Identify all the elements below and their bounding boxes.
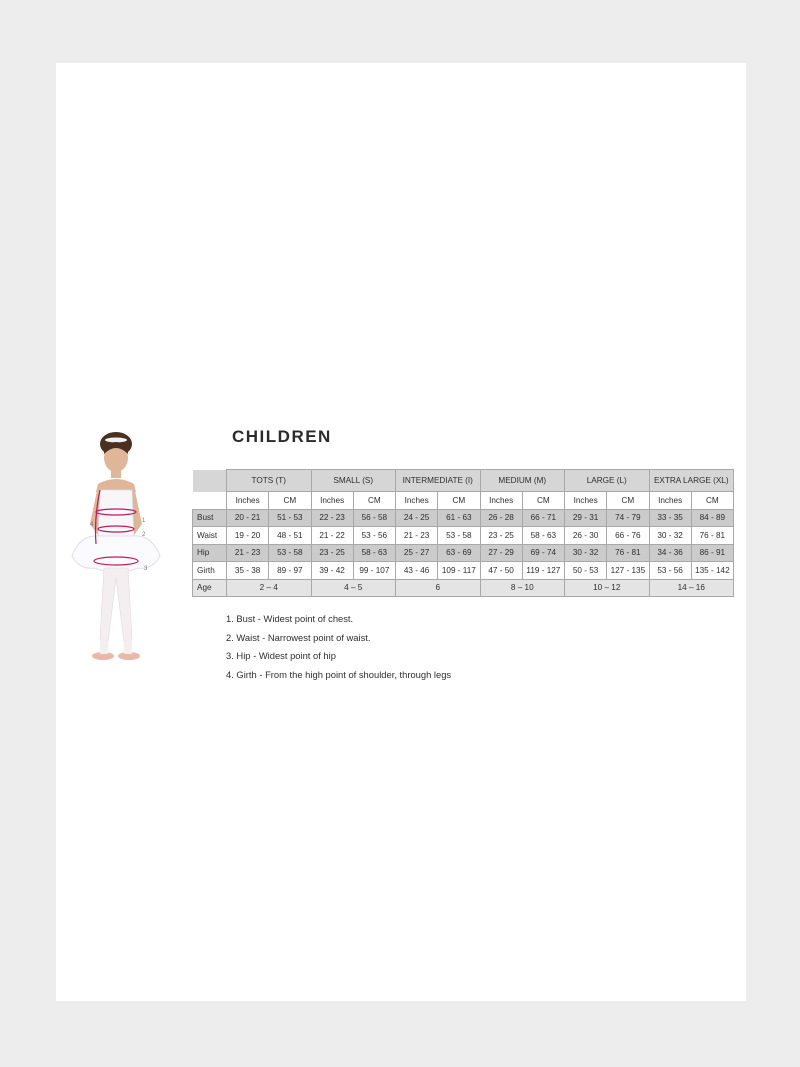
table-cell: 29 - 31 xyxy=(565,509,607,527)
legs xyxy=(100,568,132,642)
note-item: 1. Bust - Widest point of chest. xyxy=(226,613,354,624)
table-cell: 48 - 51 xyxy=(269,527,311,545)
size-group-header: LARGE (L) xyxy=(565,470,650,492)
measurement-notes xyxy=(226,610,451,684)
row-label: Girth xyxy=(193,562,227,580)
table-cell: 86 - 91 xyxy=(691,544,733,562)
table-cell: 22 - 23 xyxy=(311,509,353,527)
note-item: 3. Hip - Widest point of hip xyxy=(226,650,336,661)
age-cell: 14 – 16 xyxy=(649,579,734,597)
table-cell: 66 - 76 xyxy=(607,527,649,545)
table-cell: 56 - 58 xyxy=(353,509,395,527)
size-group-header: INTERMEDIATE (I) xyxy=(396,470,481,492)
table-cell: 21 - 23 xyxy=(227,544,269,562)
table-cell: 76 - 81 xyxy=(691,527,733,545)
table-cell: 21 - 22 xyxy=(311,527,353,545)
corner-cell xyxy=(193,470,227,492)
table-cell: 127 - 135 xyxy=(607,562,649,580)
unit-header: CM xyxy=(522,492,564,510)
row-label: Bust xyxy=(193,509,227,527)
age-cell: 10 – 12 xyxy=(565,579,650,597)
row-label: Age xyxy=(193,579,227,597)
table-cell: 26 - 28 xyxy=(480,509,522,527)
row-label: Hip xyxy=(193,544,227,562)
table-cell: 63 - 69 xyxy=(438,544,480,562)
unit-header: CM xyxy=(691,492,733,510)
table-cell: 58 - 63 xyxy=(353,544,395,562)
unit-header: CM xyxy=(353,492,395,510)
table-cell: 33 - 35 xyxy=(649,509,691,527)
size-group-row xyxy=(193,470,734,492)
table-cell: 51 - 53 xyxy=(269,509,311,527)
size-group-header: TOTS (T) xyxy=(227,470,312,492)
table-row-waist xyxy=(193,527,734,545)
table-cell: 20 - 21 xyxy=(227,509,269,527)
corner-cell xyxy=(193,492,227,510)
table-cell: 109 - 117 xyxy=(438,562,480,580)
table-cell: 135 - 142 xyxy=(691,562,733,580)
marker-4: 4 xyxy=(90,522,94,528)
child-model-illustration xyxy=(60,428,170,674)
age-cell: 8 – 10 xyxy=(480,579,565,597)
table-cell: 26 - 30 xyxy=(565,527,607,545)
unit-header: Inches xyxy=(565,492,607,510)
marker-2: 2 xyxy=(142,532,146,538)
unit-header: Inches xyxy=(480,492,522,510)
size-chart-table xyxy=(192,469,734,597)
unit-header: Inches xyxy=(396,492,438,510)
table-cell: 23 - 25 xyxy=(480,527,522,545)
table-cell: 53 - 58 xyxy=(438,527,480,545)
table-cell: 119 - 127 xyxy=(522,562,564,580)
age-cell: 2 – 4 xyxy=(227,579,312,597)
table-cell: 53 - 56 xyxy=(353,527,395,545)
unit-header: CM xyxy=(438,492,480,510)
table-cell: 19 - 20 xyxy=(227,527,269,545)
marker-3: 3 xyxy=(144,566,148,572)
note-item: 2. Waist - Narrowest point of waist. xyxy=(226,631,371,643)
age-cell: 4 – 5 xyxy=(311,579,396,597)
row-label: Waist xyxy=(193,527,227,545)
section-title: CHILDREN xyxy=(232,427,332,446)
table-cell: 35 - 38 xyxy=(227,562,269,580)
table-cell: 24 - 25 xyxy=(396,509,438,527)
table-cell: 30 - 32 xyxy=(649,527,691,545)
tiara xyxy=(105,438,127,443)
marker-1: 1 xyxy=(142,518,146,524)
table-cell: 69 - 74 xyxy=(522,544,564,562)
size-group-header: EXTRA LARGE (XL) xyxy=(649,470,734,492)
table-cell: 47 - 50 xyxy=(480,562,522,580)
table-cell: 58 - 63 xyxy=(522,527,564,545)
unit-header: Inches xyxy=(649,492,691,510)
table-row-hip xyxy=(193,544,734,562)
unit-header: CM xyxy=(607,492,649,510)
table-cell: 89 - 97 xyxy=(269,562,311,580)
size-group-header: MEDIUM (M) xyxy=(480,470,565,492)
size-group-header: SMALL (S) xyxy=(311,470,396,492)
table-cell: 53 - 58 xyxy=(269,544,311,562)
table-cell: 39 - 42 xyxy=(311,562,353,580)
table-cell: 43 - 46 xyxy=(396,562,438,580)
table-cell: 25 - 27 xyxy=(396,544,438,562)
unit-header: CM xyxy=(269,492,311,510)
table-cell: 61 - 63 xyxy=(438,509,480,527)
unit-header: Inches xyxy=(227,492,269,510)
note-item: 4. Girth - From the high point of shoulder, through legs xyxy=(226,668,452,680)
age-cell: 6 xyxy=(396,579,481,597)
table-cell: 74 - 79 xyxy=(607,509,649,527)
table-row-bust xyxy=(193,509,734,527)
table-cell: 84 - 89 xyxy=(691,509,733,527)
table-row-age xyxy=(193,579,734,597)
table-cell: 34 - 36 xyxy=(649,544,691,562)
unit-row xyxy=(193,492,734,510)
table-cell: 76 - 81 xyxy=(607,544,649,562)
table-cell: 23 - 25 xyxy=(311,544,353,562)
table-cell: 66 - 71 xyxy=(522,509,564,527)
table-row-girth xyxy=(193,562,734,580)
table-cell: 27 - 29 xyxy=(480,544,522,562)
table-cell: 50 - 53 xyxy=(565,562,607,580)
table-cell: 30 - 32 xyxy=(565,544,607,562)
table-cell: 53 - 56 xyxy=(649,562,691,580)
table-cell: 99 - 107 xyxy=(353,562,395,580)
unit-header: Inches xyxy=(311,492,353,510)
table-cell: 21 - 23 xyxy=(396,527,438,545)
